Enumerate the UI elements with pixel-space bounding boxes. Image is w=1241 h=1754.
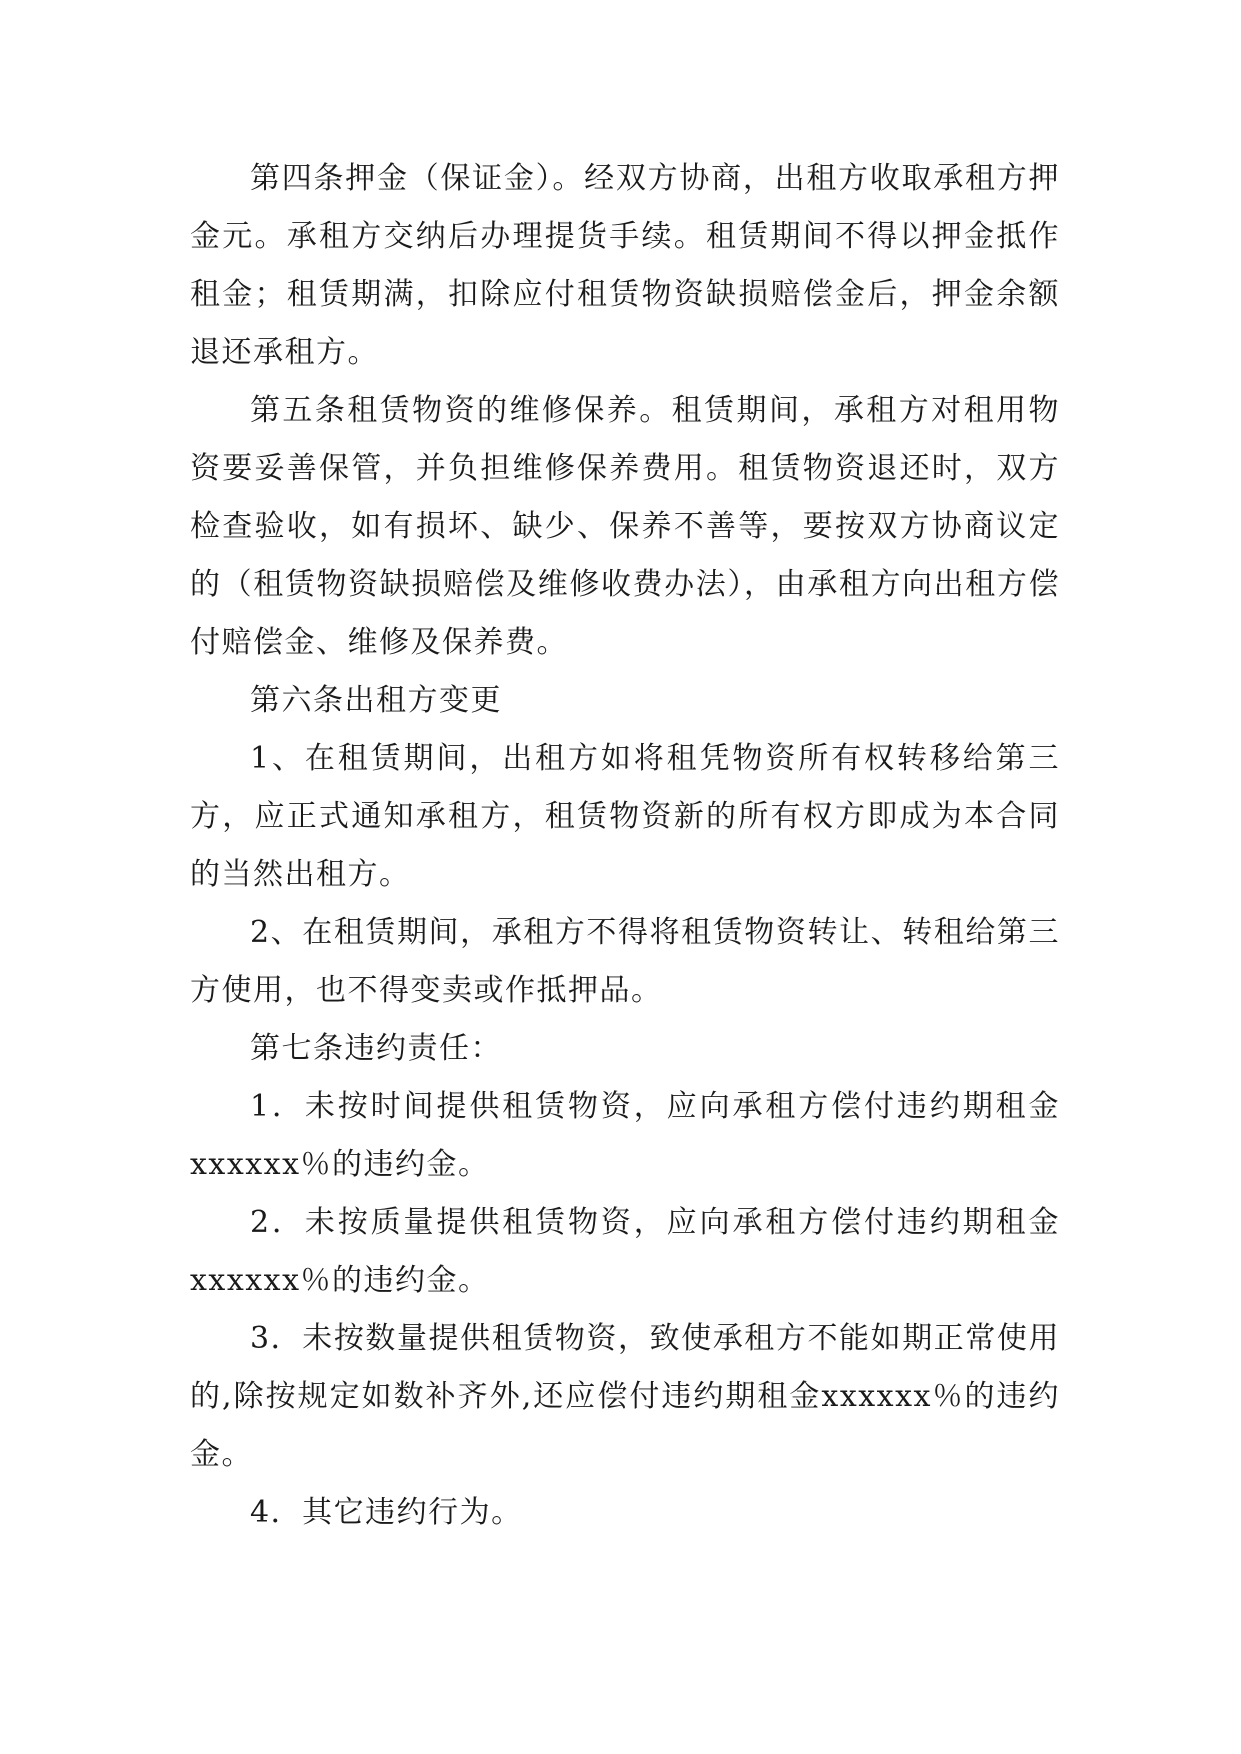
clause-7-item-2: 2．未按质量提供租赁物资，应向承租方偿付违约期租金xxxxxx％的违约金。 xyxy=(190,1205,1060,1298)
clause-7-item-3: 3．未按数量提供租赁物资，致使承租方不能如期正常使用的,除按规定如数补齐外,还应偿付违约期租金xxxxxx％的违约金。 xyxy=(190,1321,1060,1472)
clause-5-maintenance: 第五条租赁物资的维修保养。租赁期间，承租方对租用物资要妥善保管，并负担维修保养费用。租赁物资退还时，双方检查验收，如有损坏、缺少、保养不善等，要按双方协商议定的（租赁物资缺损赔偿及维修收费办法），由承租方向出租方偿付赔偿金、维修及保养费。 xyxy=(190,393,1060,660)
document-body xyxy=(190,150,1060,1542)
clause-7-item-1: 1．未按时间提供租赁物资，应向承租方偿付违约期租金xxxxxx％的违约金。 xyxy=(190,1089,1060,1182)
clause-4-deposit: 第四条押金（保证金）。经双方协商，出租方收取承租方押金元。承租方交纳后办理提货手续。租赁期间不得以押金抵作租金；租赁期满，扣除应付租赁物资缺损赔偿金后，押金余额退还承租方。 xyxy=(190,161,1060,370)
clause-7-item-4: 4．其它违约行为。 xyxy=(250,1495,523,1530)
clause-6-item-1: 1、在租赁期间，出租方如将租凭物资所有权转移给第三方，应正式通知承租方，租赁物资新的所有权方即成为本合同的当然出租方。 xyxy=(190,741,1060,892)
clause-6-heading: 第六条出租方变更 xyxy=(250,683,502,718)
clause-7-heading: 第七条违约责任： xyxy=(250,1031,502,1066)
clause-6-item-2: 2、在租赁期间，承租方不得将租赁物资转让、转租给第三方使用，也不得变卖或作抵押品。 xyxy=(190,915,1060,1008)
